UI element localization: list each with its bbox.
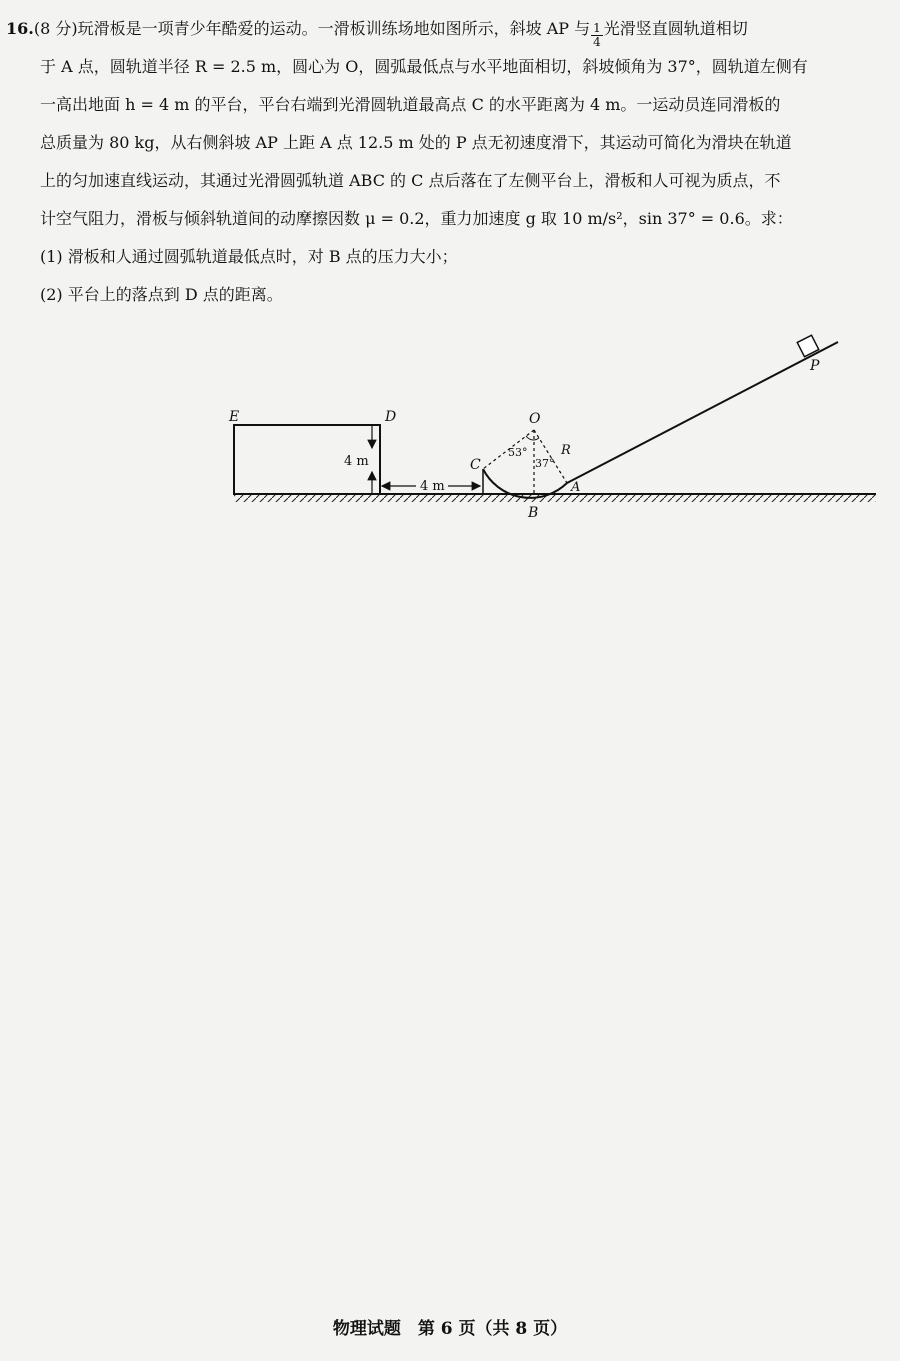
label-B: B: [528, 505, 539, 521]
label-P: P: [810, 358, 820, 374]
label-E: E: [229, 409, 240, 425]
sub-question-1: (1) 滑板和人通过圆弧轨道最低点时，对 B 点的压力大小；: [40, 247, 458, 266]
page-footer: 物理试题 第 6 页（共 8 页）: [332, 1319, 568, 1339]
sub-question-2: (2) 平台上的落点到 D 点的距离。: [40, 285, 283, 304]
question-score: (8 分): [33, 19, 78, 38]
problem-line-4: 总质量为 80 kg，从右侧斜坡 AP 上距 A 点 12.5 m 处的 P 点无初速度滑下，其运动可简化为滑块在轨道: [40, 133, 792, 152]
problem-line-5: 上的匀加速直线运动，其通过光滑圆弧轨道 ABC 的 C 点后落在了左侧平台上，滑板和人可视为质点，不: [40, 171, 781, 190]
problem-16: [6, 10, 886, 314]
height-label: 4 m: [344, 454, 369, 469]
problem-line-6: 计空气阻力，滑板与倾斜轨道间的动摩擦因数 μ = 0.2，重力加速度 g 取 10 m/s²，sin 37° = 0.6。求：: [40, 209, 793, 228]
problem-line-3: 一高出地面 h = 4 m 的平台，平台右端到光滑圆轨道最高点 C 的水平距离为 4 m。一运动员连同滑板的: [40, 95, 781, 114]
question-text-1b: 光滑竖直圆轨道相切: [603, 19, 748, 38]
distance-label: 4 m: [420, 479, 445, 494]
label-R: R: [561, 443, 571, 458]
problem-line-1: [6, 10, 886, 48]
track-diagram: [0, 330, 900, 540]
label-D: D: [385, 409, 397, 425]
ground: [234, 494, 876, 502]
angle-arc-53: [526, 436, 534, 440]
problem-line-2: 于 A 点，圆轨道半径 R = 2.5 m，圆心为 O，圆弧最低点与水平地面相切，斜坡倾角为 37°，圆轨道左侧有: [40, 57, 808, 76]
fraction-one-quarter: [591, 22, 603, 49]
angle-53-label: 53°: [508, 446, 528, 459]
label-A: A: [571, 480, 581, 495]
fraction-denominator: 4: [593, 35, 601, 49]
angle-arc-37: [534, 438, 539, 440]
question-text-1a: 玩滑板是一项青少年酷爱的运动。一滑板训练场地如图所示，斜坡 AP 与: [77, 19, 591, 38]
question-number: 16.: [6, 19, 34, 38]
label-C: C: [470, 457, 481, 473]
angle-37-label: 37°: [535, 457, 555, 470]
label-O: O: [529, 411, 541, 427]
ramp-AP: [567, 342, 838, 483]
fraction-numerator: 1: [593, 21, 601, 35]
